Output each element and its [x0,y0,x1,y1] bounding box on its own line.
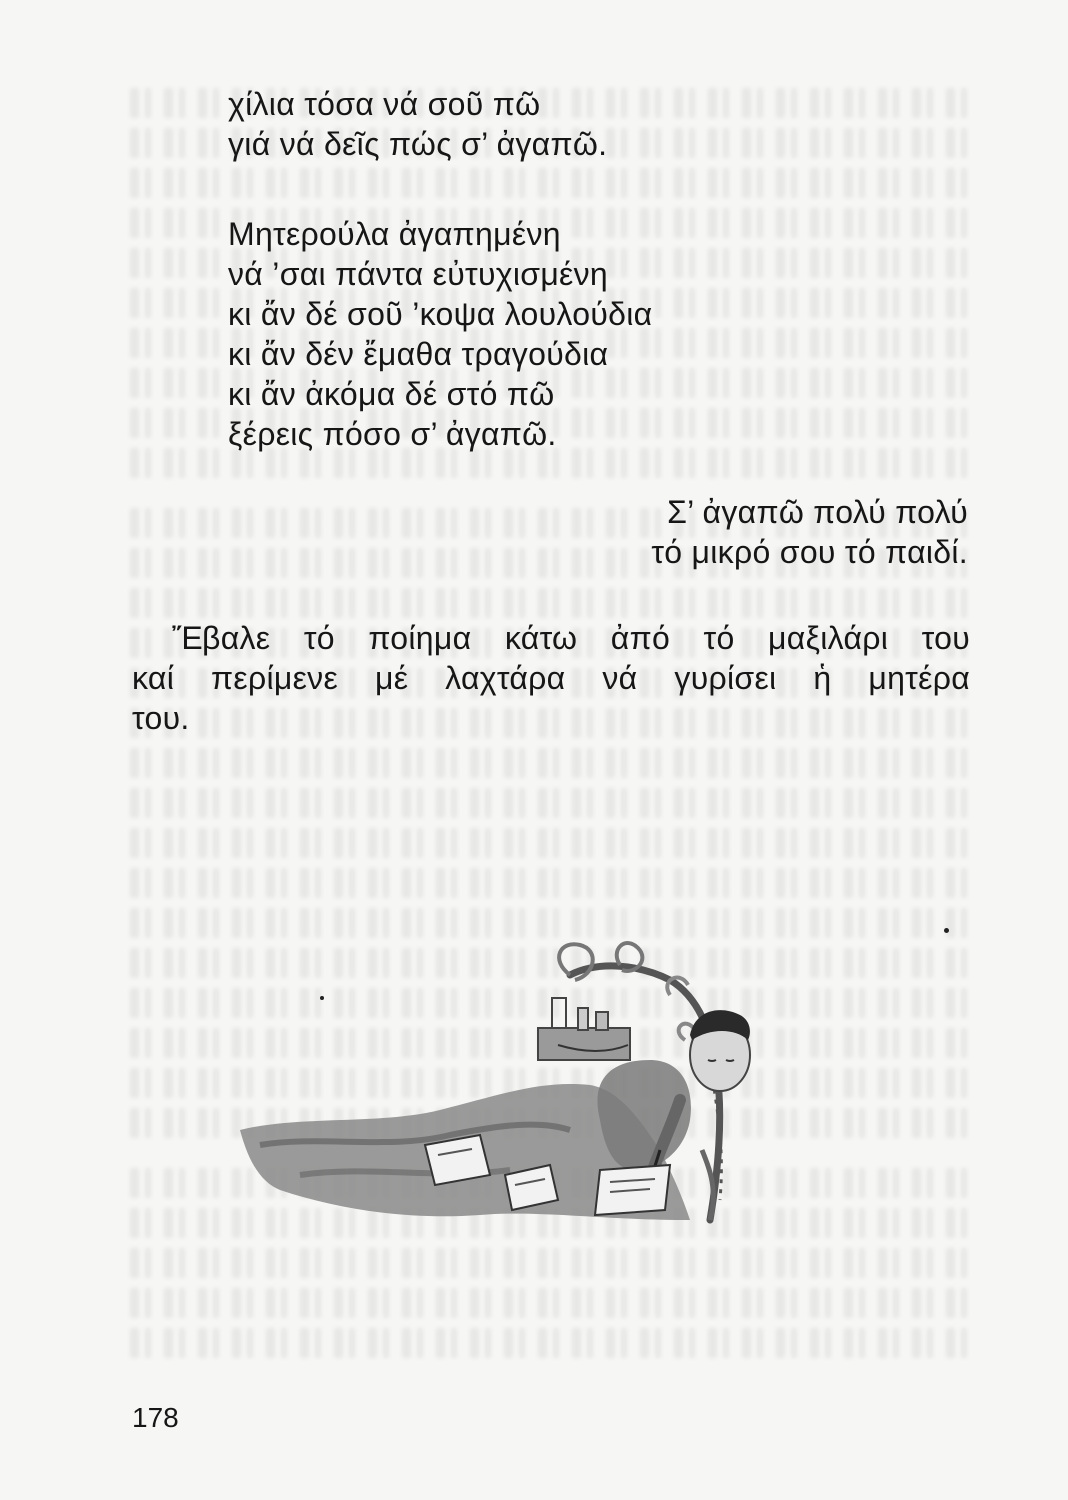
ink-speck [944,928,949,933]
prose-line: Ἔβαλε τό ποίημα κάτω ἀπό τό μαξιλάρι του [172,620,970,656]
poem-stanza-1 [228,84,607,164]
poem-stanza-2 [228,214,652,454]
poem-line: γιά νά δεῖς πώς σ’ ἀγαπῶ. [228,126,608,162]
page-number: 178 [132,1402,179,1433]
poem-line: κι ἄν ἀκόμα δέ στό πῶ [228,376,555,412]
poem-line: τό μικρό σου τό παιδί. [651,534,968,570]
poem-line: κι ἄν δέ σοῦ ’κοψα λουλούδια [228,296,653,332]
poem-line: ξέρεις πόσο σ’ ἀγαπῶ. [228,416,557,452]
poem-line: Μητερούλα ἀγαπημένη [228,216,561,252]
prose-paragraph [132,618,970,738]
poem-line: νά ’σαι πάντα εὐτυχισμένη [228,256,609,292]
poem-closing [651,492,968,572]
child-in-bed-writing-icon [240,920,890,1250]
poem-line: χίλια τόσα νά σοῦ πῶ [228,86,541,122]
poem-line: κι ἄν δέν ἔμαθα τραγούδια [228,336,609,372]
prose-line: του. [132,700,190,736]
prose-line: καί περίμενε μέ λαχτάρα νά γυρίσει ἡ μητέρα [132,660,970,696]
poem-line: Σ’ ἀγαπῶ πολύ πολύ [667,494,968,530]
